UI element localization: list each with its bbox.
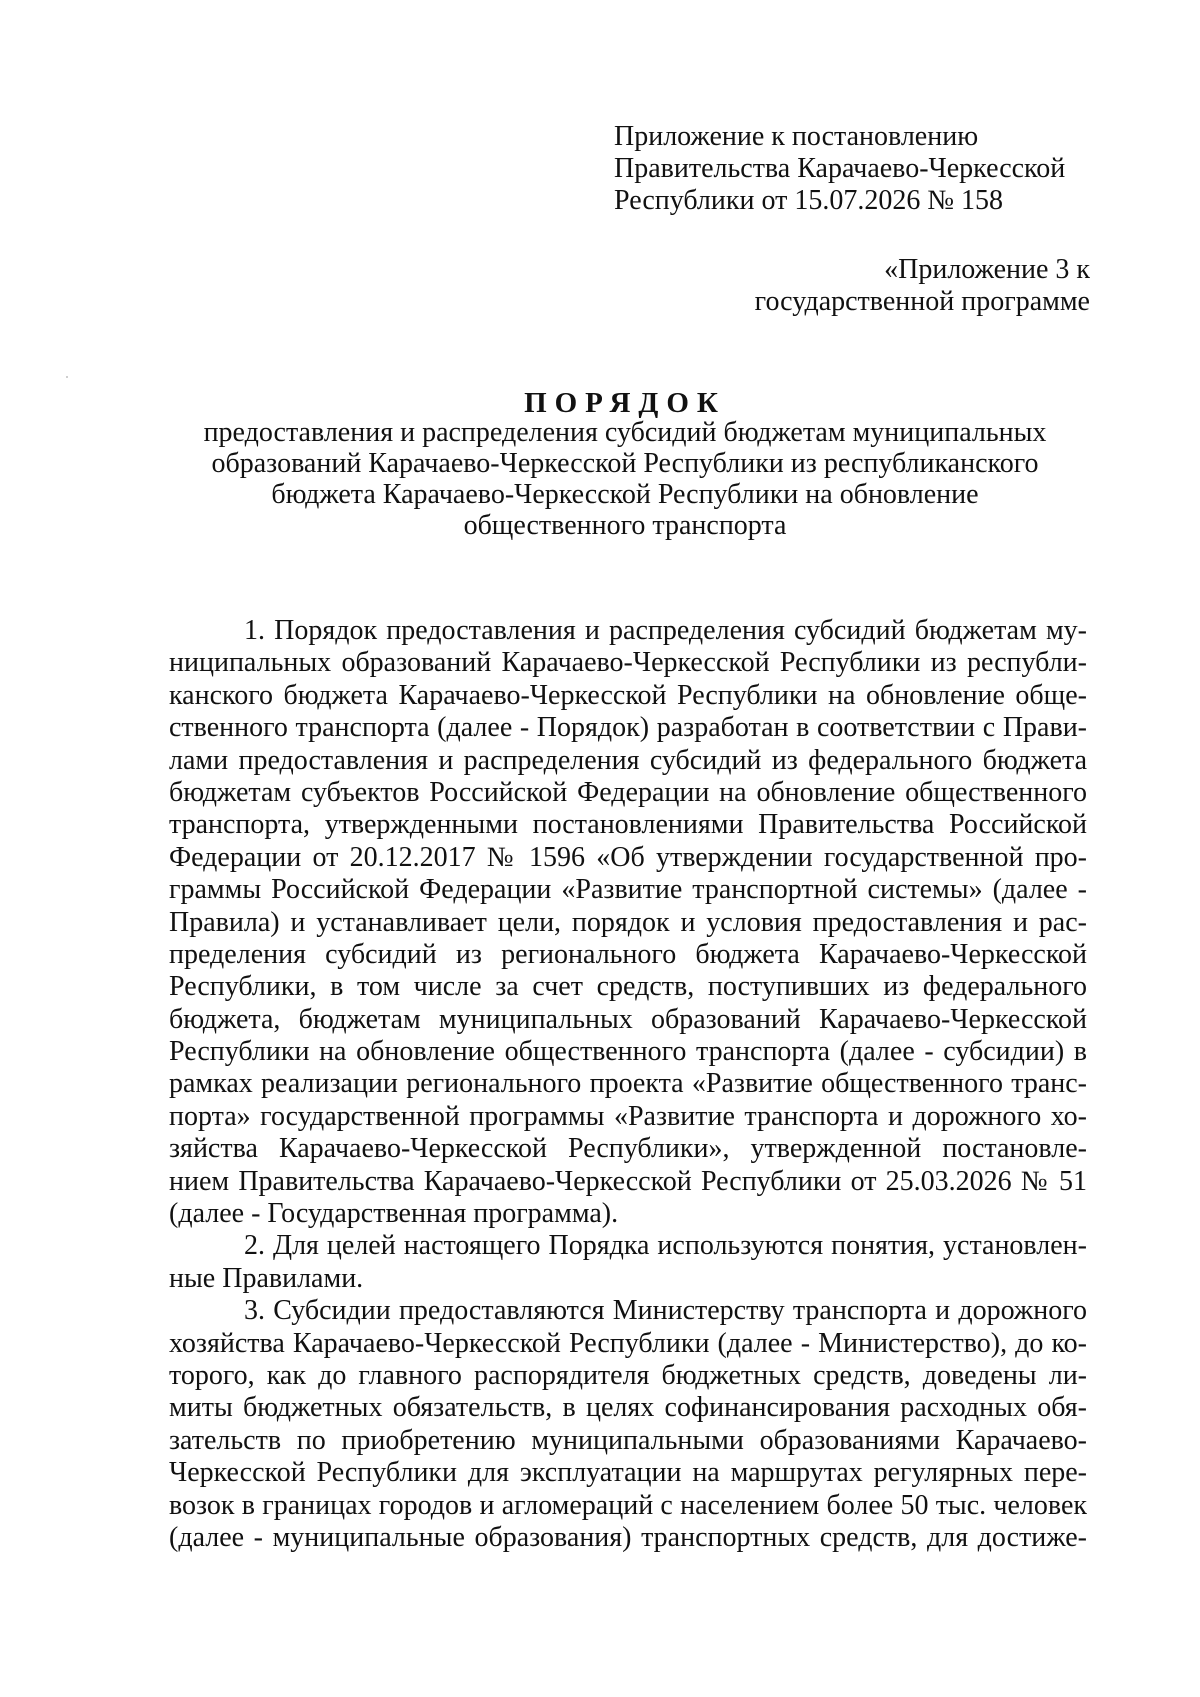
body-line: Федерации от 20.12.2017 № 1596 «Об утверждении государственной про- (169, 841, 1087, 873)
body-line: Республики на обновление общественного транспорта (далее - субсидии) в (169, 1036, 1087, 1068)
appendix-header-line: Республики от 15.07.2026 № 158 (614, 185, 1004, 216)
body-line: Правила) и устанавливает цели, порядок и условия предоставления и рас- (169, 906, 1087, 938)
body-line: нием Правительства Карачаево-Черкесской Республики от 25.03.2026 № 51 (169, 1165, 1087, 1197)
body-line: (далее - муниципальные образования) транспортных средств, для достиже- (169, 1521, 1087, 1553)
body-line: Черкесской Республики для эксплуатации на маршрутах регулярных пере- (169, 1457, 1087, 1489)
body-line: пределения субсидий из регионального бюджета Карачаево-Черкесской (169, 938, 1087, 970)
body-line: порта» государственной программы «Развитие транспорта и дорожного хо- (169, 1100, 1087, 1132)
subtitle-line: общественного транспорта (463, 510, 787, 541)
appendix-reference (570, 254, 1090, 318)
document-body (169, 615, 1087, 1554)
body-line: (далее - Государственная программа). (169, 1198, 619, 1230)
body-line: ниципальных образований Карачаево-Черкесской Республики из республи- (169, 647, 1087, 679)
appendix-header-line: Правительства Карачаево-Черкесской (614, 153, 1066, 184)
appendix-header-line: Приложение к постановлению (614, 121, 979, 152)
body-line: канского бюджета Карачаево-Черкесской Республики на обновление обще- (169, 679, 1087, 711)
body-line: миты бюджетных обязательств, в целях софинансирования расходных обя- (169, 1392, 1087, 1424)
body-line: 1. Порядок предоставления и распределения субсидий бюджетам му- (244, 615, 1087, 646)
subtitle-line: бюджета Карачаево-Черкесской Республики на обновление (271, 479, 979, 510)
appendix-reference-line: «Приложение 3 к (884, 254, 1090, 285)
body-line: 3. Субсидии предоставляются Министерству транспорта и дорожного (244, 1295, 1087, 1327)
document-subtitle (160, 417, 1090, 541)
body-line: рамках реализации регионального проекта «Развитие общественного транс- (169, 1068, 1087, 1100)
subtitle-line: образований Карачаево-Черкесской Республики из республиканского (211, 448, 1039, 479)
body-line: бюджетам субъектов Российской Федерации на обновление общественного (169, 776, 1087, 808)
body-line: транспорта, утвержденными постановлениями Правительства Российской (169, 809, 1087, 841)
body-line: торого, как до главного распорядителя бюджетных средств, доведены ли- (169, 1359, 1087, 1391)
body-line: Республики, в том числе за счет средств, поступивших из федерального (169, 971, 1087, 1003)
body-line: лами предоставления и распределения субсидий из федерального бюджета (169, 744, 1087, 776)
appendix-reference-line: государственной программе (754, 286, 1090, 317)
body-line: ственного транспорта (далее - Порядок) разработан в соответствии с Прави- (169, 712, 1087, 744)
body-line: ные Правилами. (169, 1262, 364, 1294)
appendix-header (614, 121, 1134, 217)
body-line: граммы Российской Федерации «Развитие транспортной системы» (далее - (169, 874, 1087, 906)
subtitle-line: предоставления и распределения субсидий бюджетам муниципальных (203, 417, 1047, 448)
body-line: зательств по приобретению муниципальными образованиями Карачаево- (169, 1424, 1087, 1456)
body-line: 2. Для целей настоящего Порядка используются понятия, установлен- (244, 1230, 1087, 1262)
scan-speck (66, 376, 68, 378)
body-line: зяйства Карачаево-Черкесской Республики», утвержденной постановле- (169, 1133, 1087, 1165)
document-title: ПОРЯДОК (524, 387, 726, 419)
body-line: возок в границах городов и агломераций с населением более 50 тыс. человек (169, 1489, 1087, 1521)
body-line: хозяйства Карачаево-Черкесской Республики (далее - Министерство), до ко- (169, 1327, 1087, 1359)
body-line: бюджета, бюджетам муниципальных образований Карачаево-Черкесской (169, 1003, 1087, 1035)
